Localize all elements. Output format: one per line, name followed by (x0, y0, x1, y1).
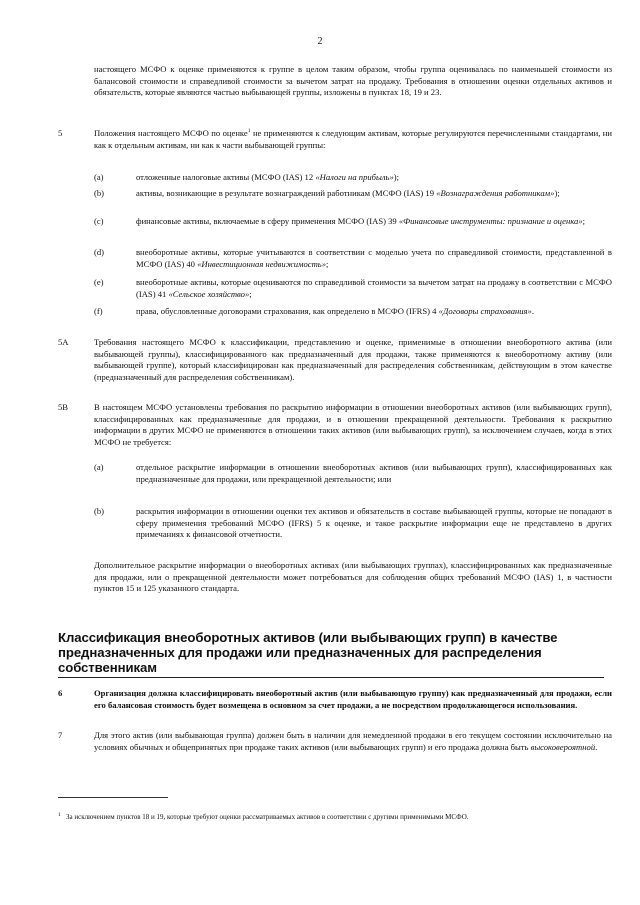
page-number: 2 (317, 36, 323, 47)
paragraph-text: В настоящем МСФО установлены требования по раскрытию информации в отношении внеоборотных активов (или выбывающих групп), классифицированных как предназначенные для продажи, и в отношении прекращенной деятельности. Требования к раскрытию информации в других МСФО не применяются в отношении таких активов (или выбывающих групп), за исключением случаев, когда в этих МСФО не требуется: (94, 402, 612, 447)
list-item-label: (a) (94, 172, 104, 182)
footnote-divider (58, 797, 168, 798)
paragraph-text: Для этого актив (или выбывающая группа) должен быть в наличии для немедленной продажи в его текущем состоянии исключительно на условиях обычных и общепринятых при продаже таких активов (или выбывающих групп) и его продажа должна быть высоковероятной. (94, 730, 612, 752)
footnote-ref[interactable]: 1 (247, 128, 251, 135)
section-heading: Классификация внеоборотных активов (или выбывающих групп) в качестве предназначенных для продажи или предназначенных для распределения собственникам (58, 630, 558, 676)
footnote-number: 1 (58, 812, 61, 818)
paragraph-text: Организация должна классифицировать внеоборотный актив (или выбывающую группу) как предназначенный для продажи, если его балансовая стоимость будет возмещена в основном за счет продажи, а не посредством продолжающегося использования. (94, 688, 612, 710)
paragraph-number: 5A (58, 337, 69, 347)
list-item-text: активы, возникающие в результате вознаграждений работникам (МСФО (IAS) 19 «Вознаграждения работникам»); (136, 188, 560, 198)
paragraph-text: Дополнительное раскрытие информации о внеоборотных активах (или выбывающих группах), классифицированных как предназначенные для продажи, или о прекращенной деятельности может потребоваться для соблюдения общих требований МСФО (IAS) 1, в частности пунктов 15 и 125 указанного стандарта. (94, 560, 612, 594)
list-item-label: (d) (94, 247, 105, 257)
list-item-label: (a) (94, 462, 104, 472)
list-item-text: отдельное раскрытие информации в отношении внеоборотных активов (или выбывающих групп), классифицированных как предназначенные для продажи, или прекращенной деятельности; или (136, 462, 612, 484)
list-item-label: (c) (94, 216, 104, 226)
list-item-label: (e) (94, 277, 104, 287)
list-item-label: (b) (94, 506, 105, 516)
paragraph-number: 5B (58, 402, 69, 412)
list-item-text: внеоборотные активы, которые оцениваются по справедливой стоимости за вычетом затрат на продажу в соответствии с МСФО (IAS) 41 «Сельское хозяйство»; (136, 277, 612, 299)
heading-underline (58, 677, 604, 678)
list-item-text: финансовые активы, включаемые в сферу применения МСФО (IAS) 39 «Финансовые инструменты: признание и оценка»; (136, 216, 586, 226)
paragraph-text: настоящего МСФО к оценке применяются к группе в целом таким образом, чтобы группа оценивалась по наименьшей стоимости из балансовой стоимости и справедливой стоимости за вычетом затрат на продажу. Требования в отношении оценки отдельных активов и обязательств, которые являются частью выбывающей группы, изложены в пунктах 18, 19 и 23. (94, 64, 612, 98)
list-item-label: (b) (94, 188, 105, 198)
paragraph-text: Требования настоящего МСФО к классификации, представлению и оценке, применимые в отношении внеоборотного актива (или выбывающей группы), классифицированного как предназначенный для продажи, также применяются к внеоборотному активу (или выбывающей группе), который классифицирован как предназначенный для распределения собственникам, действующим в этом качестве (предназначенный для распределения собственникам). (94, 337, 612, 382)
paragraph-number: 5 (58, 128, 63, 138)
list-item-text: раскрытия информации в отношении оценки тех активов и обязательств в составе выбывающей группы, которые не попадают в сферу применения требований МСФО (IFRS) 5 к оценке, и такое раскрытие информации еще не представлено в других примечаниях к финансовой отчетности. (136, 506, 612, 540)
list-item-text: права, обусловленные договорами страхования, как определено в МСФО (IFRS) 4 «Договоры страхования». (136, 306, 535, 316)
list-item-label: (f) (94, 306, 103, 316)
list-item-text: внеоборотные активы, которые учитываются в соответствии с моделью учета по справедливой стоимости, представленной в МСФО (IAS) 40 «Инвестиционная недвижимость»; (136, 247, 612, 269)
paragraph-text: Положения настоящего МСФО по оценке$^1$ не применяются к следующим активам, которые регулируются перечисленными стандартами, ни как к отдельным активам, ни как к части выбывающей группы: (94, 128, 613, 150)
paragraph-number: 6 (58, 688, 63, 698)
paragraph-number: 7 (58, 730, 63, 740)
footnote-text: За исключением пунктов 18 и 19, которые требуют оценки рассматриваемых активов в соответствии с другими применимыми МСФО. (66, 813, 469, 821)
list-item-text: отложенные налоговые активы (МСФО (IAS) 12 «Налоги на прибыль»); (136, 172, 400, 182)
